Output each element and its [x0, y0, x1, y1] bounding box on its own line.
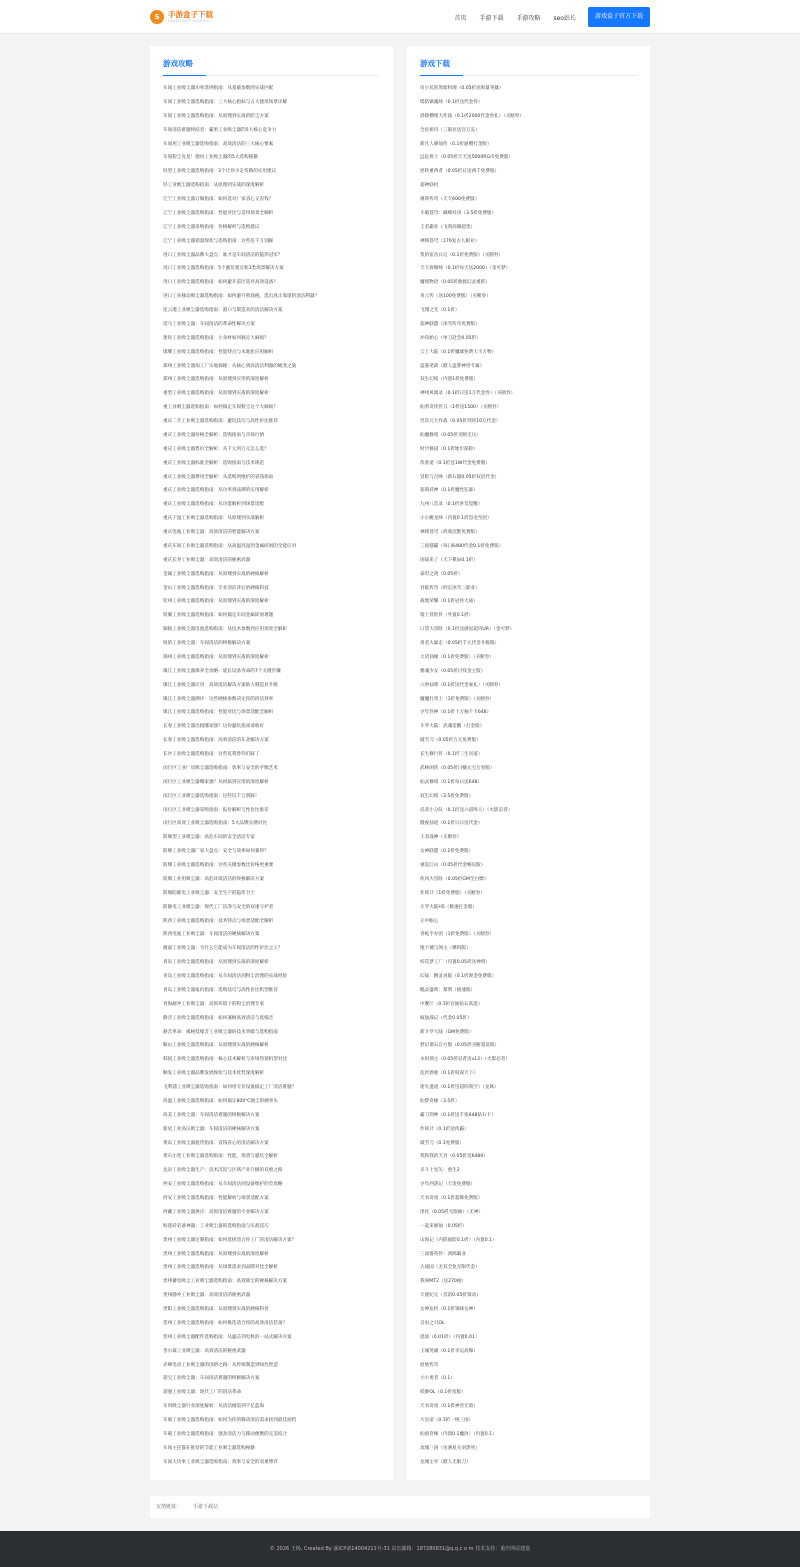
game-download-link[interactable]: 地下城与领主（爆料版） [420, 946, 471, 952]
strategy-link[interactable]: 连云港工业吸尘器选购指南：港口与制造业的清洁解决方案 [163, 308, 283, 313]
game-download-link[interactable]: 霸刀剑神（0.1折送千张648钻石卡） [420, 1112, 496, 1118]
download-title: 游戏下载 [420, 58, 637, 76]
strategy-link[interactable]: 重庆二手工业吸尘器选购指南：避坑技巧与高性价比推荐 [163, 419, 278, 424]
strategy-link[interactable]: 轻工业吸尘器选购指南：从原理到实战的深度解析 [163, 183, 265, 189]
strategy-link[interactable]: 轻型工业吸尘器选购指南：3个让你少走弯路的实用建议 [163, 169, 277, 175]
strategy-link[interactable]: 长春工业吸尘器出租哪家强？这份避坑指南请收好 [163, 724, 265, 730]
site-logo[interactable] [150, 10, 213, 24]
game-download-link[interactable]: 大战国（无双全免无限代金） [420, 1265, 480, 1271]
game-download-link[interactable]: 忍者小分队（0.1折送六道鸣人）（火影忍者） [420, 807, 513, 813]
game-download-link[interactable]: 国战来了（天下棋局0.1折） [420, 557, 478, 563]
nav-game-download[interactable]: 手游下载 [479, 14, 504, 22]
game-download-link[interactable]: 新凡人修仙传（0.1折通赠打金版） [420, 141, 492, 147]
strategy-link[interactable]: 超强工业吸尘器：现代工厂的清洁革命 [163, 1390, 242, 1396]
game-download-link[interactable]: 王城英雄（0.1折幸运高爆） [420, 1348, 478, 1354]
game-download-link[interactable]: 妖姬OL（0.1折扣版） [420, 1390, 466, 1396]
strategy-link[interactable]: 锦州工业吸尘器选购指南：从原理到实战的深度解析 [163, 654, 269, 660]
game-download-link[interactable]: 勇者大暴走（0.05折千元代金升级版） [420, 641, 500, 646]
strategy-link[interactable]: 贺州工业吸尘器配件选购指南：从滤芯到电机的一站式解决方案 [163, 1334, 292, 1340]
strategy-link[interactable]: 贵州工业吸尘器选购指南：从原理到实战的深度解析 [163, 1251, 269, 1257]
strategy-link[interactable]: 铁翼工业吸尘器选购指南：如何搞定车间金属碎屑难题 [163, 613, 274, 619]
game-download-link[interactable]: 圣斗士星矢：重生2 [420, 1168, 460, 1174]
strategy-link[interactable]: 贵州工业吸尘器定制指南：如何选择适合你工厂的清洁解决方案？ [163, 1237, 297, 1243]
strategy-link[interactable]: 新星工业高压吸尘器：车间清洁的硬核解决方案 [163, 1126, 260, 1132]
logo-subtitle: GAME APP MOBILE [168, 18, 210, 23]
game-download-link[interactable]: 斗破苍穹：巅峰对决（3.5折免费版） [420, 210, 497, 216]
game-download-link[interactable]: 双生幻境（3.5折免费版） [420, 793, 474, 799]
logo-name: 手游盒子下载 [168, 10, 213, 19]
strategy-link[interactable]: 镇江工业吸尘器保养全攻略：延长设备寿命的7个关键步骤 [163, 668, 281, 674]
strategy-link[interactable]: 进口工业吸尘器选购指南：5个避坑要点和3类场景解决方案 [163, 266, 284, 272]
game-download-link[interactable]: 梦幻诸石官方版（0.05折买断超返版） [420, 1043, 500, 1049]
strategy-link[interactable]: 车间用工业吸尘器选购指南：高效清洁的三大核心要素 [163, 141, 274, 147]
strategy-link[interactable]: 静音革命：揭秘低噪音工业吸尘器的技术突破与选购指南 [163, 1029, 278, 1035]
strategy-link[interactable]: 镇江工业吸尘器应用：高效清洁解决方案助力制造业升级 [163, 682, 278, 688]
strategy-link[interactable]: 防爆工业用吸尘器：高危环境清洁的终极解决方案 [163, 876, 265, 882]
game-download-link[interactable]: 仙灵修境（0.1折每日送648） [420, 779, 483, 785]
strategy-link[interactable]: 飞利浦工业吸尘器选购指南：如何用专业设备搞定工厂清洁难题？ [163, 1085, 297, 1090]
game-download-link[interactable]: 神域苍穹（176复古九职业） [420, 238, 480, 244]
strategy-link[interactable]: 青海耐冲工业吸尘器：高原环境下的粉尘治理专家 [163, 1001, 265, 1007]
game-download-link[interactable]: 破雪刀（0.05折万元免费版） [420, 738, 481, 744]
game-download-link[interactable]: 全民祖玛（三职业送百万充） [420, 127, 480, 133]
footer-copyright: © 2026 王杨, Created By 渝ICP备14004211号-31 站长邮箱：197280831@q.q.c o m 技术支持：重庆网站建设 [269, 1546, 531, 1552]
game-download-link[interactable]: 云上大陆（0.1折魔球免费大卡万物） [420, 349, 497, 355]
strategy-link[interactable]: 车间清洁难题终结者：霸果工业吸尘器的5大核心竞争力 [163, 127, 277, 133]
strategy-link[interactable]: 长春工业吸尘器选购指南：高效清洁的东北解决方案 [163, 738, 269, 744]
logo-text [168, 11, 213, 23]
game-download-link[interactable]: 异次元大作战（0.05折剑侠10万代金） [420, 419, 501, 424]
game-download-link[interactable]: 女神联盟（0.1折免费版） [420, 849, 474, 855]
strategy-link[interactable]: 闵行区工业吸尘器采购指南：报价解析与性价比推荐 [163, 807, 269, 813]
strategy-link[interactable]: 闵行区高效工业吸尘器选购指南：5大品牌实测对比 [163, 821, 267, 827]
game-download-link[interactable]: 斗罗大陆H5（极速打金版） [420, 904, 477, 910]
strategy-link[interactable]: 贵阳工业吸尘器选购指南：从原理到实战的硬核科普 [163, 1307, 269, 1312]
strategy-link[interactable]: 青岛工业吸尘器报价指南：选购技巧与高性价比机型推荐 [163, 987, 278, 993]
game-download-link[interactable]: 骑士冒险传（外置0.1折） [420, 613, 474, 619]
strategy-link[interactable]: 适马工业吸尘器：车间清洁的革命性解决方案 [163, 321, 255, 327]
game-download-link[interactable]: 中餐厅（0.1折百抽钻石高返） [420, 1001, 483, 1007]
strategy-link[interactable]: 辽宁工业吸尘器订做指南：如何选对厂家省心又省钱？ [163, 197, 274, 202]
strategy-link[interactable]: 辽宁工业吸尘器采购指南：价格解析与选购建议 [163, 224, 260, 230]
game-download-link[interactable]: 思仙（0.01折）（内置0.01） [420, 1334, 480, 1340]
game-download-link[interactable]: 疯仙战记（代金0.05折） [420, 1015, 472, 1021]
game-download-link[interactable]: 青云传（送100免费版）（买断券） [420, 294, 491, 300]
strategy-link[interactable]: 迷你工业吸尘器选购指南：小身材如何搞定大麻烦？ [163, 335, 269, 341]
game-download-link[interactable]: 青蛇手办团（1折免费版）（买断券） [420, 932, 495, 938]
game-download-link[interactable]: 魔魔打勇士（1折免费版）（买断券） [420, 696, 495, 702]
game-download-link[interactable]: 一起来修仙（0.05折） [420, 1223, 467, 1229]
game-download-link[interactable]: 冒险与召唤（新石器0.05折双倍代金） [420, 474, 500, 480]
strategy-link[interactable]: 防爆工业吸尘器选购指南：这些关键参数比价格更重要 [163, 863, 274, 868]
strategy-link[interactable]: 郑州工业吸尘器选购指南：从原理到应用的深度解析 [163, 377, 269, 383]
strategy-link[interactable]: 车间工业吸尘器功率选择指南：从基础参数到实战匹配 [163, 86, 274, 91]
header-inner [150, 0, 650, 34]
game-download-link[interactable]: 远征将士（0.05折天天送5000RG币免费版） [420, 155, 513, 161]
strategy-link[interactable]: 钦州工业吸尘器选购指南：从原理到实战的深度解析 [163, 599, 269, 605]
strategy-link[interactable]: 车间工业吸尘器选购指南：从原理到实战的防尘方案 [163, 113, 269, 119]
game-download-link[interactable]: 小小勇者（0.1） [420, 1376, 455, 1382]
strategy-link[interactable]: 重庆工业吸尘器费用全解析：从选购到维护的省钱指南 [163, 474, 274, 480]
game-download-link[interactable]: 飞翔之光（0.1折） [420, 308, 460, 313]
game-download-link[interactable]: 超神联机 [420, 183, 439, 189]
strategy-link[interactable]: 超宝工业吸尘器：车间清洁难题的终极解决方案 [163, 1376, 260, 1382]
game-download-link[interactable]: 原始传奇 [420, 1362, 439, 1368]
logo-icon: S [150, 10, 164, 24]
nav-home[interactable]: 首页 [454, 14, 467, 22]
official-download-button[interactable]: 游戏盒子官方下载 [588, 7, 650, 27]
main-nav [441, 7, 650, 27]
game-download-link[interactable]: 我和我的天宫（0.05折送6480） [420, 1154, 488, 1160]
strategy-link[interactable]: 西安工业吸尘器选购指南：从车间清洁到设备维护的全攻略 [163, 1182, 283, 1188]
game-download-link[interactable]: 侠客道（0.1折送1W代金免费版） [420, 460, 490, 466]
game-download-link[interactable]: 我叫MT2（送270抽） [420, 1279, 467, 1285]
strategy-link[interactable]: 车载工业吸尘器选购指南：强劲清洁力与移动便携的完美结合 [163, 1431, 288, 1437]
strategy-link[interactable]: 车间大功率工业吸尘器选购指南：效率与安全的双重博弈 [163, 1459, 278, 1465]
strategy-link[interactable]: 隆面工业吸尘器：为什么它能成为车间清洁的性价比之王？ [163, 946, 283, 952]
strategy-link[interactable]: 镇江工业吸尘器测评：这些硬核参数决定你的清洁效率 [163, 696, 274, 702]
strategy-link[interactable]: 重庆车间工业吸尘器选购指南：从高温高湿到金属碎屑的全能应对 [163, 543, 297, 549]
strategy-list [163, 82, 380, 1470]
strategy-link[interactable]: 车间工业吸尘器选购指南：三大核心指标与五大使用场景详解 [163, 99, 288, 105]
game-download-link[interactable]: 武林闲侠（0.05折日赚元宝万券版） [420, 765, 495, 771]
strategy-link[interactable]: 防爆型工业吸尘器：高危车间的安全清洁专家 [163, 835, 255, 841]
game-download-link[interactable]: 少年西游记（天金免费版） [420, 1182, 476, 1188]
strategy-card [150, 46, 393, 1480]
game-download-link[interactable]: 神州风闻录（0.1折日送1万代金券）（买断券） [420, 391, 516, 397]
game-download-link[interactable]: 幻战：精灵再临（0.1折现金免费版） [420, 974, 497, 979]
game-download-link[interactable]: 时空修道（0.1折地牢探险） [420, 446, 478, 452]
strategy-link[interactable]: 闵行区工业吸尘器哪家强？从材质到应用的深度解析 [163, 779, 269, 785]
game-download-link[interactable]: 迷失遗迹（0.1折送超四领空）（龙珠） [420, 1085, 499, 1090]
strategy-link[interactable]: 金属工业吸尘器选购指南：从原理到实战的硬核解析 [163, 571, 269, 577]
strategy-link[interactable]: 陕西工业吸尘器选购指南：技术特点与场景适配全解析 [163, 918, 274, 924]
strategy-link[interactable]: 顺发工业吸尘器品牌发展现状与技术优势深度解析 [163, 1071, 265, 1077]
strategy-link[interactable]: 重型工业吸尘器选购指南：从原理到实战的深度解析 [163, 391, 269, 397]
game-download-link[interactable]: 幅灵盛典：黎明（极速版） [420, 987, 476, 993]
strategy-link[interactable]: 镇江工业吸尘器选购指南：性能对比与场景适配全解析 [163, 710, 274, 716]
strategy-link[interactable]: 闵行区工业吸尘器选购指南：这些坑千万别踩！ [163, 793, 260, 799]
game-download-link[interactable]: 王者霸业（飞剑高爆超变） [420, 224, 476, 230]
game-download-link[interactable]: 薄荷传奇（天天600免费版） [420, 197, 480, 202]
strategy-link[interactable]: 黄岛工业吸尘器租赁指南：省钱省心的清洁解决方案 [163, 1140, 269, 1146]
strategy-title: 游戏攻略 [163, 58, 380, 76]
game-download-link[interactable]: 校花梦工厂（内置0.05折送神将） [420, 960, 490, 966]
game-download-link[interactable]: 盗墓笔薛（默人盗梦神兽专属） [420, 363, 485, 369]
game-download-link[interactable]: 雅魂少女（0.05折讨伐金主版） [420, 668, 486, 674]
game-download-link[interactable]: 我的宿舍日记（0.1折免费版）（买断券） [420, 252, 504, 258]
game-download-link[interactable]: 傲视仙途（0.1折日日送代金） [420, 821, 483, 827]
strategy-link[interactable]: 贵州工业吸尘器选购指南：从场景需求到品牌对比全解析 [163, 1265, 278, 1271]
strategy-link[interactable]: 车用吸尘器行业深度解析：从清洁刚需到千亿蓝海 [163, 1404, 265, 1410]
nav-game-guide[interactable]: 手游攻略 [516, 14, 541, 22]
strategy-link[interactable]: 黄石小型工业吸尘器选购指南：性能、场景与避坑全解析 [163, 1154, 278, 1160]
strategy-link[interactable]: 进口工业移动吸尘器选购指南：如何避开智商税，选出真正靠谱的清洁利器？ [163, 294, 320, 300]
site-header [0, 0, 800, 34]
game-download-link[interactable]: 消除横埋大作战（0.1折2000代金券礼）（买断券） [420, 113, 524, 119]
strategy-link[interactable]: 贵州蓄电吸尘工业吸尘器选购指南：高效除尘的硬核解决方案 [163, 1279, 288, 1285]
strategy-link[interactable]: 郑州工业吸尘器加工厂实地探秘：从核心到高清洁利器的蜕变之旅 [163, 363, 297, 369]
strategy-link[interactable]: 长沙工业吸尘器选购指南：这些坑我替你们踩了 [163, 752, 260, 757]
strategy-link[interactable]: 防爆工业吸尘器厂家大盘点：安全与效率如何兼得？ [163, 849, 269, 855]
game-download-link[interactable]: 山海记（内嵌福防0.1折）（内置0.1） [420, 1237, 497, 1243]
game-download-link[interactable]: 三国群英传：鸿鹄霸业 [420, 1251, 466, 1257]
strategy-link[interactable]: 铜陵工业吸尘器电池选购指南：从技术参数到应用场景全解析 [163, 627, 288, 633]
strategy-link[interactable]: 高美工业吸尘器：车间清洁难题的终极解决方案 [163, 1112, 260, 1118]
game-download-link[interactable]: 新斗罗大陆（GM免费版） [420, 1029, 474, 1035]
game-download-link[interactable]: 战地荣耀（0.1折冠亮大战） [420, 599, 478, 605]
strategy-link[interactable]: 高温工业吸尘器选购指南：如何搞定800℃烟尘的硬骨头 [163, 1098, 278, 1104]
game-download-link[interactable]: 正中眼心 [420, 918, 439, 924]
strategy-link[interactable]: 重庆电瓶工业吸尘器：高效清洁的智能解决方案 [163, 530, 260, 535]
game-download-link[interactable]: 口袋大冒险（0.1折送满星超闪UR）（金可梦） [420, 627, 515, 633]
game-download-link[interactable]: 作妖计（1折免费版）（买断券） [420, 890, 485, 896]
game-download-link[interactable]: 史小坑的黑暗料理（0.05折送海量英雄） [420, 86, 504, 91]
strategy-link[interactable]: 辽宁工业吸尘器选购指南：性能对比与适用场景全解析 [163, 210, 274, 216]
game-download-link[interactable]: 净化（0.05折无限抽）（无神） [420, 1209, 484, 1215]
strategy-link[interactable]: 重庆工业吸尘器价格全解析：选购指南与市场行情 [163, 432, 265, 438]
strategy-link[interactable]: 贺州工业吸尘器选购指南：如何挑选适合你的高效清洁装备？ [163, 1320, 288, 1326]
game-download-link[interactable]: 王者战神（买断券） [420, 835, 462, 841]
nav-seo-master[interactable]: seo站长 [553, 14, 576, 22]
strategy-link[interactable]: 重庆干湿工业吸尘器选购指南：从原理到实战解析 [163, 516, 265, 522]
strategy-link[interactable]: 辽宁工业吸尘器销量现状与选购指南：这些坑千万别踩 [163, 238, 274, 244]
game-download-link[interactable]: 超萌武神（0.1折魔性狂暴） [420, 488, 478, 494]
strategy-link[interactable]: 重庆长寿工业吸尘器：高效清洁的秘密武器 [163, 557, 251, 563]
strategy-link[interactable]: 金山工业吸尘器选购指南：专业清洁背后的硬核科技 [163, 585, 269, 591]
game-download-link[interactable]: 泰坦之剑（0.05折） [420, 571, 463, 577]
strategy-link[interactable]: 赤峰电动工业吸尘器的创新之路：从传统制造到绿色智造 [163, 1362, 278, 1368]
strategy-link[interactable]: 防爆防静电工业吸尘器：安全生产的隐形卫士 [163, 890, 255, 896]
game-download-link[interactable]: 永恒领主（0.05折忍者送v12）（火影忍者） [420, 1057, 510, 1063]
strategy-link[interactable]: 进口工业吸尘器品牌大盘点：谁才是车间清洁的隐形冠军？ [163, 252, 283, 258]
strategy-link[interactable]: 锐的工业吸尘器：车间清洁的终极解决方案 [163, 641, 251, 646]
game-download-link[interactable]: 乱世逐鹿（0.1折权谋天下） [420, 1071, 478, 1077]
game-download-link[interactable]: 神域苍穹（鸿蒙沉默免费版） [420, 530, 480, 535]
download-card [407, 46, 650, 1480]
strategy-link[interactable]: 闵行区工业厂房吸尘器选购指南：效率与安全的平衡艺术 [163, 765, 278, 771]
game-download-link[interactable]: 小小跳龙师（内置0.1折恐龙至团） [420, 516, 492, 522]
game-download-link[interactable]: 天书奇谈（0.1折超爆免费版） [420, 1196, 483, 1201]
game-download-link[interactable]: 九州八荒录（0.1折洪荒觉醒） [420, 502, 483, 508]
game-download-link[interactable]: 塔防镇魂师（0.1折送代金券） [420, 99, 483, 105]
strategy-link[interactable]: 重庆工业吸尘器售价全解析：从千元到万元怎么选？ [163, 446, 269, 452]
strategy-link[interactable]: 静音工业吸尘器选购指南：如何兼顾高效清洁与低噪音 [163, 1015, 274, 1021]
game-download-link[interactable]: 重返江山（0.05折代金畅玩版） [420, 863, 486, 868]
strategy-link[interactable]: 邯郸工业吸尘器选购指南：性能特点与本地化应用解析 [163, 349, 274, 355]
strategy-link[interactable]: 重庆工业吸尘器选购指南：从功能解析到场景适配 [163, 502, 265, 508]
strategy-link[interactable]: 重工业吸尘器选购指南：如何搞定车间粉尘这个大麻烦？ [163, 405, 278, 411]
game-download-link[interactable]: 大皇帝（0.1折一统三国） [420, 1418, 474, 1423]
game-download-link[interactable]: 六界仙尊（0.1折送代金豪礼）（买断券） [420, 682, 504, 688]
game-download-link[interactable]: 龙城主宰（默人无限刀） [420, 1459, 471, 1465]
friend-links-label: 友情链接： [156, 1504, 182, 1510]
game-download-link[interactable]: 大话仙缘（0.1折免费版）（买断券） [420, 654, 494, 660]
game-download-link[interactable]: 仙梦奇缘（3.5折） [420, 1098, 460, 1104]
game-download-link[interactable]: 仙剑奇侠传五（1折送1500）（买断券） [420, 405, 502, 411]
strategy-link[interactable]: 贵州静冲工业吸尘器：高效清洁的秘密武器 [163, 1293, 251, 1299]
download-list [420, 82, 637, 1470]
game-download-link[interactable]: 君临传奇（约定冰雪三职业） [420, 585, 480, 591]
game-download-link[interactable]: 疾风大冒险（0.05折GM全白嫖） [420, 876, 489, 882]
game-download-link[interactable]: 作妖计（0.1折送伙霸） [420, 1126, 469, 1132]
strategy-link[interactable]: 西安工业吸尘器选购指南：性能解析与场景适配方案 [163, 1196, 269, 1201]
game-download-link[interactable]: 攻城三国（送满星关羽黑死） [420, 1445, 480, 1451]
game-download-link[interactable]: 逆转重西者（0.05折日送两千免费版） [420, 169, 500, 175]
game-download-link[interactable]: 魔境物语（0.05折救救幻灵重抓） [420, 280, 490, 286]
strategy-link[interactable]: 陕西电瓶工业吸尘器：车间清洁的硬核解决方案 [163, 932, 260, 938]
strategy-link[interactable]: 韩国工业吸尘器选购指南：核心技术解析与市场热销机型对比 [163, 1057, 288, 1063]
strategy-link[interactable]: 西藏工业吸尘器供应：高原清洁难题的专业解决方案 [163, 1209, 269, 1215]
game-download-link[interactable]: 女神危机（0.1折领咪女神） [420, 1307, 478, 1312]
strategy-link[interactable]: 重庆工业吸尘器标准全解析：选购指南与技术规范 [163, 460, 265, 466]
game-download-link[interactable]: 双生幻境（内置1折免费版） [420, 377, 479, 383]
game-download-link[interactable]: 破雪刀（0.1免费版） [420, 1140, 465, 1146]
strategy-link[interactable]: 贴瓷砖必备神器：工业吸尘器的选购指南与实战技巧 [163, 1223, 269, 1229]
game-download-link[interactable]: 斗罗大陆：武魂觉醒（打金版） [420, 724, 485, 730]
game-download-link[interactable]: 三国擂霸（每日6480代金0.1折免费版） [420, 543, 504, 549]
strategy-link[interactable]: 车间粉尘克星！德风工业吸尘器的5大选购秘籍 [163, 155, 258, 161]
strategy-link[interactable]: 龙岩工业吸尘器生产：技术沉淀与区域产业升级的双重之路 [163, 1168, 283, 1174]
friend-links [150, 1496, 650, 1518]
game-download-link[interactable]: 仙国奇缘（内置0.1魔改）（内置0.1） [420, 1431, 497, 1437]
strategy-link[interactable]: 车间主任都在推荐的节能工业吸尘器选购秘籍 [163, 1445, 255, 1451]
game-download-link[interactable]: 自由之刃OL [420, 1320, 445, 1326]
game-download-link[interactable]: 超神联盟（冰雪传奇免费版） [420, 321, 480, 327]
strategy-link[interactable]: 鞍山工业吸尘器选购指南：从原理到实战的硬核解析 [163, 1043, 269, 1049]
main-content [150, 46, 650, 1480]
strategy-link[interactable]: 善尔森工业吸尘器：高效清洁的秘密武器 [163, 1348, 246, 1354]
game-download-link[interactable]: 天书奇谈（0.1折神兽无骑） [420, 1404, 478, 1410]
game-download-link[interactable]: 天使纪元（首款0.05折领动） [420, 1293, 481, 1299]
strategy-link[interactable]: 青岛工业吸尘器选购指南：从原理到实战的深度解析 [163, 960, 269, 966]
strategy-link[interactable]: 车载工业吸尘器选购指南：如何为你的移动清洁需求找到最佳拍档 [163, 1418, 297, 1423]
game-download-link[interactable]: 少年封神（0.1折十万抽千卡648） [420, 710, 492, 716]
friend-link[interactable]: 手游下载站 [193, 1504, 219, 1510]
strategy-link[interactable]: 重庆工业吸尘器选购指南：从功率到品牌的实用解析 [163, 488, 269, 494]
site-footer [0, 1531, 800, 1567]
game-download-link[interactable]: 长生修行传（0.1折三生问道） [420, 752, 483, 757]
game-download-link[interactable]: 冲向始心（单刀赴会0.05折） [420, 335, 481, 341]
strategy-link[interactable]: 青岛工业吸尘器选购指南：从车间清洁到粉尘治理的实战经验 [163, 974, 288, 979]
strategy-link[interactable]: 防静电工业吸尘器：现代工厂洁净与安全的双重守护者 [163, 904, 274, 910]
game-download-link[interactable]: 天天拆爆师（0.1折每天送2000）（金可梦） [420, 266, 511, 272]
game-download-link[interactable]: 仙魔修境（0.05折买断无压） [420, 432, 481, 438]
strategy-link[interactable]: 进口工业吸尘器选购指南：如何避开雷区选对高效设备？ [163, 280, 278, 286]
